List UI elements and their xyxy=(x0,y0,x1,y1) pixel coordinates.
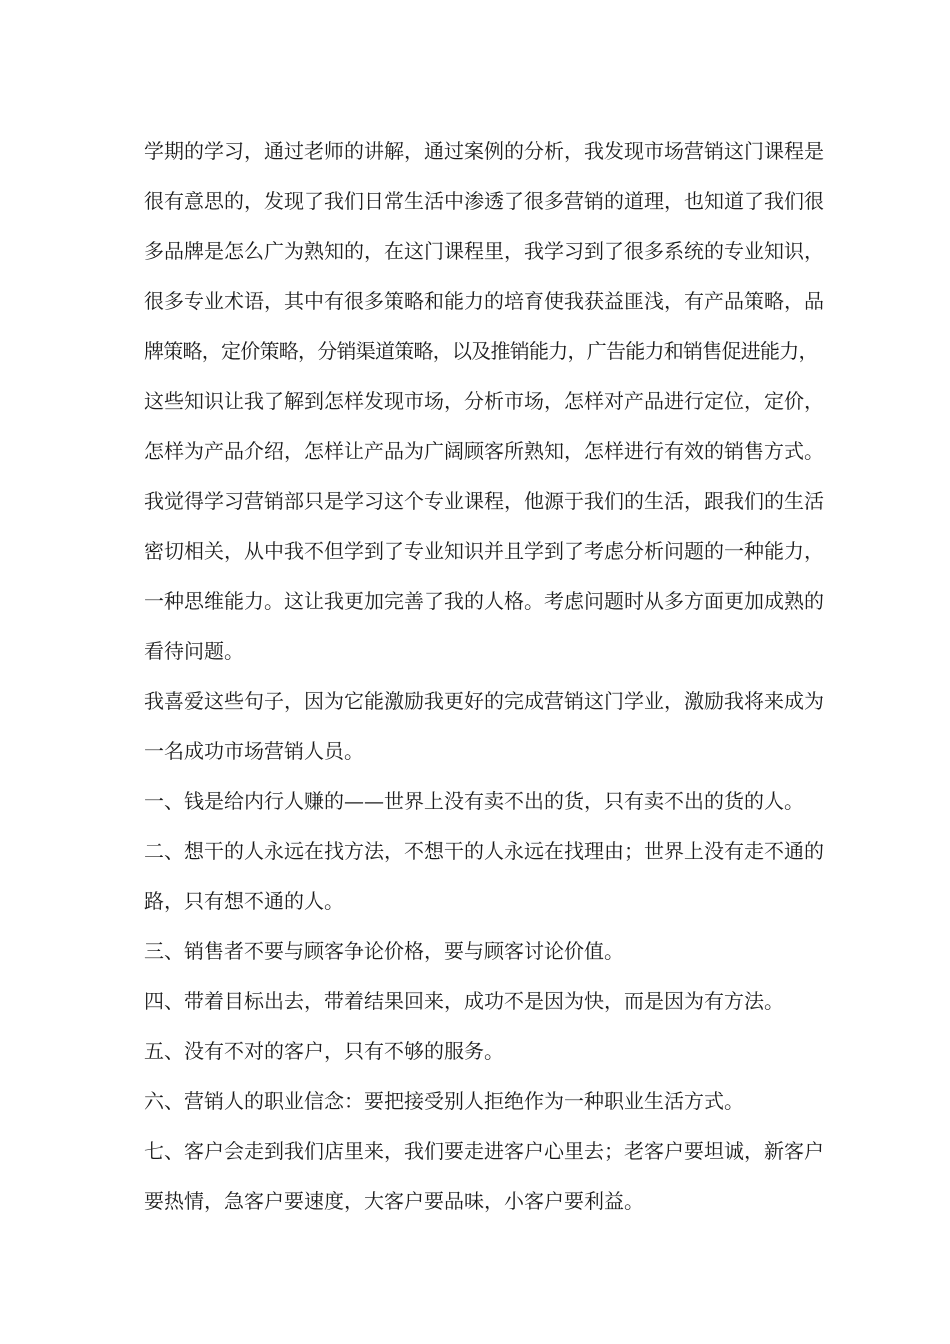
list-item-3: 三、销售者不要与顾客争论价格，要与顾客讨论价值。 xyxy=(144,939,624,963)
text-line: 多品牌是怎么广为熟知的，在这门课程里，我学习到了很多系统的专业知识， xyxy=(144,239,824,263)
list-item-4: 四、带着目标出去，带着结果回来，成功不是因为快，而是因为有方法。 xyxy=(144,989,784,1013)
list-item-5: 五、没有不对的客户，只有不够的服务。 xyxy=(144,1039,504,1063)
text-line: 牌策略，定价策略，分销渠道策略，以及推销能力，广告能力和销售促进能力， xyxy=(144,339,818,363)
document-body xyxy=(144,126,824,1226)
list-item-1: 一、钱是给内行人赚的——世界上没有卖不出的货，只有卖不出的货的人。 xyxy=(144,789,804,813)
list-item-2-continued: 路，只有想不通的人。 xyxy=(144,889,344,913)
text-line: 我觉得学习营销部只是学习这个专业课程，他源于我们的生活，跟我们的生活 xyxy=(144,489,824,513)
list-item-7: 七、客户会走到我们店里来，我们要走进客户心里去；老客户要坦诚，新客户 xyxy=(144,1139,824,1163)
text-line: 很多专业术语，其中有很多策略和能力的培育使我获益匪浅，有产品策略，品 xyxy=(144,289,824,313)
text-line: 密切相关，从中我不但学到了专业知识并且学到了考虑分析问题的一种能力， xyxy=(144,539,824,563)
text-line: 学期的学习，通过老师的讲解，通过案例的分析，我发现市场营销这门课程是 xyxy=(144,139,824,163)
list-item-6: 六、营销人的职业信念：要把接受别人拒绝作为一种职业生活方式。 xyxy=(144,1089,744,1113)
text-line: 我喜爱这些句子，因为它能激励我更好的完成营销这门学业，激励我将来成为 xyxy=(144,689,824,713)
text-line: 这些知识让我了解到怎样发现市场，分析市场，怎样对产品进行定位，定价， xyxy=(144,389,824,413)
list-item-2: 二、想干的人永远在找方法，不想干的人永远在找理由；世界上没有走不通的 xyxy=(144,839,824,863)
text-line: 看待问题。 xyxy=(144,639,244,663)
text-line: 怎样为产品介绍，怎样让产品为广阔顾客所熟知，怎样进行有效的销售方式。 xyxy=(144,439,824,463)
list-item-7-continued: 要热情，急客户要速度，大客户要品味，小客户要利益。 xyxy=(144,1189,644,1213)
text-line: 很有意思的，发现了我们日常生活中渗透了很多营销的道理，也知道了我们很 xyxy=(144,189,824,213)
text-line: 一种思维能力。这让我更加完善了我的人格。考虑问题时从多方面更加成熟的 xyxy=(144,589,824,613)
text-line: 一名成功市场营销人员。 xyxy=(144,739,364,763)
